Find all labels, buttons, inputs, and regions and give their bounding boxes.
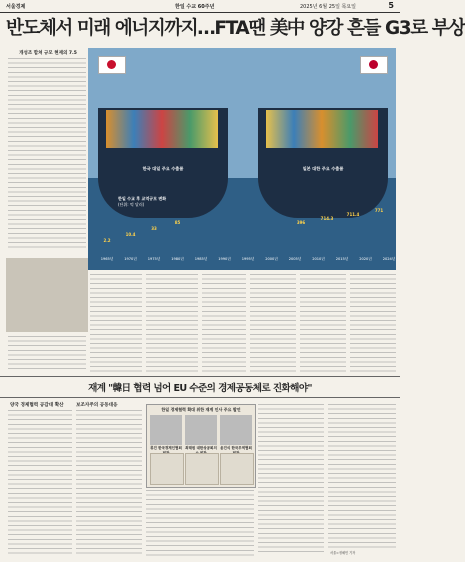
japan-cargo (266, 110, 378, 148)
byline: 서울=정혜민 기자 (330, 551, 356, 555)
trade-infographic (88, 48, 396, 270)
year-label: 1975년 (147, 257, 161, 261)
quote-table-title: 한일 경제협력 확대 위한 재계 인사 주요 발언 (161, 407, 241, 412)
second-story-banner (0, 376, 400, 398)
section-name: 서울경제 (6, 4, 26, 10)
trade-callout-label: 714.3 (320, 216, 334, 221)
issue-date: 2025년 6월 25일 목요일 (300, 4, 357, 10)
section-head-right: 보조자주의 공동대응 (76, 403, 118, 408)
page-number: 5 (388, 1, 394, 10)
japan-flag-icon (360, 56, 388, 74)
person-quote-1 (150, 453, 184, 485)
headline: 반도체서 미래 에너지까지…FTA땐 美中 양강 흔들 G3로 부상 (6, 18, 465, 39)
year-label: 2005년 (288, 257, 302, 261)
person-photo-1 (150, 415, 182, 445)
trade-callout-label: 396 (296, 220, 306, 225)
article-column-3 (146, 274, 198, 372)
person-name-1: 류진 한국경제인협회 (150, 446, 182, 450)
subhead: 개성조 합쳐 규모 현재의 7.5 (19, 51, 77, 56)
lower-column-3 (146, 490, 254, 556)
korea-flag-icon (98, 56, 126, 74)
year-label: 2020년 (359, 257, 372, 261)
article-column-7 (350, 274, 396, 372)
year-label: 2024년 (382, 257, 396, 261)
article-column-5 (250, 274, 296, 372)
year-label: 2000년 (265, 257, 278, 261)
trade-callout-label: 771 (374, 208, 384, 213)
article-column-2 (90, 274, 142, 372)
person-photo-3 (220, 415, 252, 445)
trade-value-label: 33 (151, 226, 157, 231)
year-label: 1980년 (171, 257, 184, 261)
section-head-left: 양국 경제협력 공감대 확산 (10, 403, 64, 408)
article-photo (6, 258, 88, 332)
korea-ship-label: 한국 대일 주요 수출품 (142, 166, 184, 171)
year-label: 1970년 (124, 257, 137, 261)
anniversary-label: 한일 수교 60주년 (175, 4, 215, 10)
trade-callout-label: 711.4 (346, 212, 360, 217)
japan-ship-label: 일본 대한 주요 수출품 (302, 166, 344, 171)
trade-value-label: 10.4 (125, 232, 136, 237)
article-column-4 (202, 274, 246, 372)
page-header (0, 0, 400, 13)
korea-cargo (106, 110, 218, 148)
quote-table (146, 404, 256, 488)
trade-value-label: 85 (174, 220, 181, 225)
article-column-1 (8, 58, 86, 250)
year-label: 1965년 (100, 257, 114, 261)
chart-legend-title: 한일 수교 후 교역규모 변화 (118, 196, 167, 201)
lower-column-5 (328, 404, 396, 548)
year-label: 2010년 (312, 257, 325, 261)
second-headline: 재계 "韓日 협력 넘어 EU 수준의 경제공동체로 진화해야" (88, 383, 312, 394)
year-label: 1990년 (218, 257, 231, 261)
year-label: 1985년 (194, 257, 208, 261)
person-photo-2 (185, 415, 217, 445)
person-quote-2 (185, 453, 219, 485)
person-name-2: 최태원 대한상공회의 (185, 446, 217, 450)
person-quote-3 (220, 453, 254, 485)
trade-value-label: 2.2 (103, 238, 111, 243)
year-label: 2015년 (335, 257, 349, 261)
article-column-6 (300, 274, 346, 372)
person-name-3: 윤진식 한국무역협회 (220, 446, 252, 450)
lower-column-4 (258, 404, 324, 556)
year-label: 1995년 (241, 257, 255, 261)
lower-column-1 (8, 410, 72, 556)
article-column-1b (8, 336, 86, 372)
chart-legend-unit: (단위: 억 달러) (118, 202, 145, 207)
lower-column-2 (76, 410, 142, 556)
